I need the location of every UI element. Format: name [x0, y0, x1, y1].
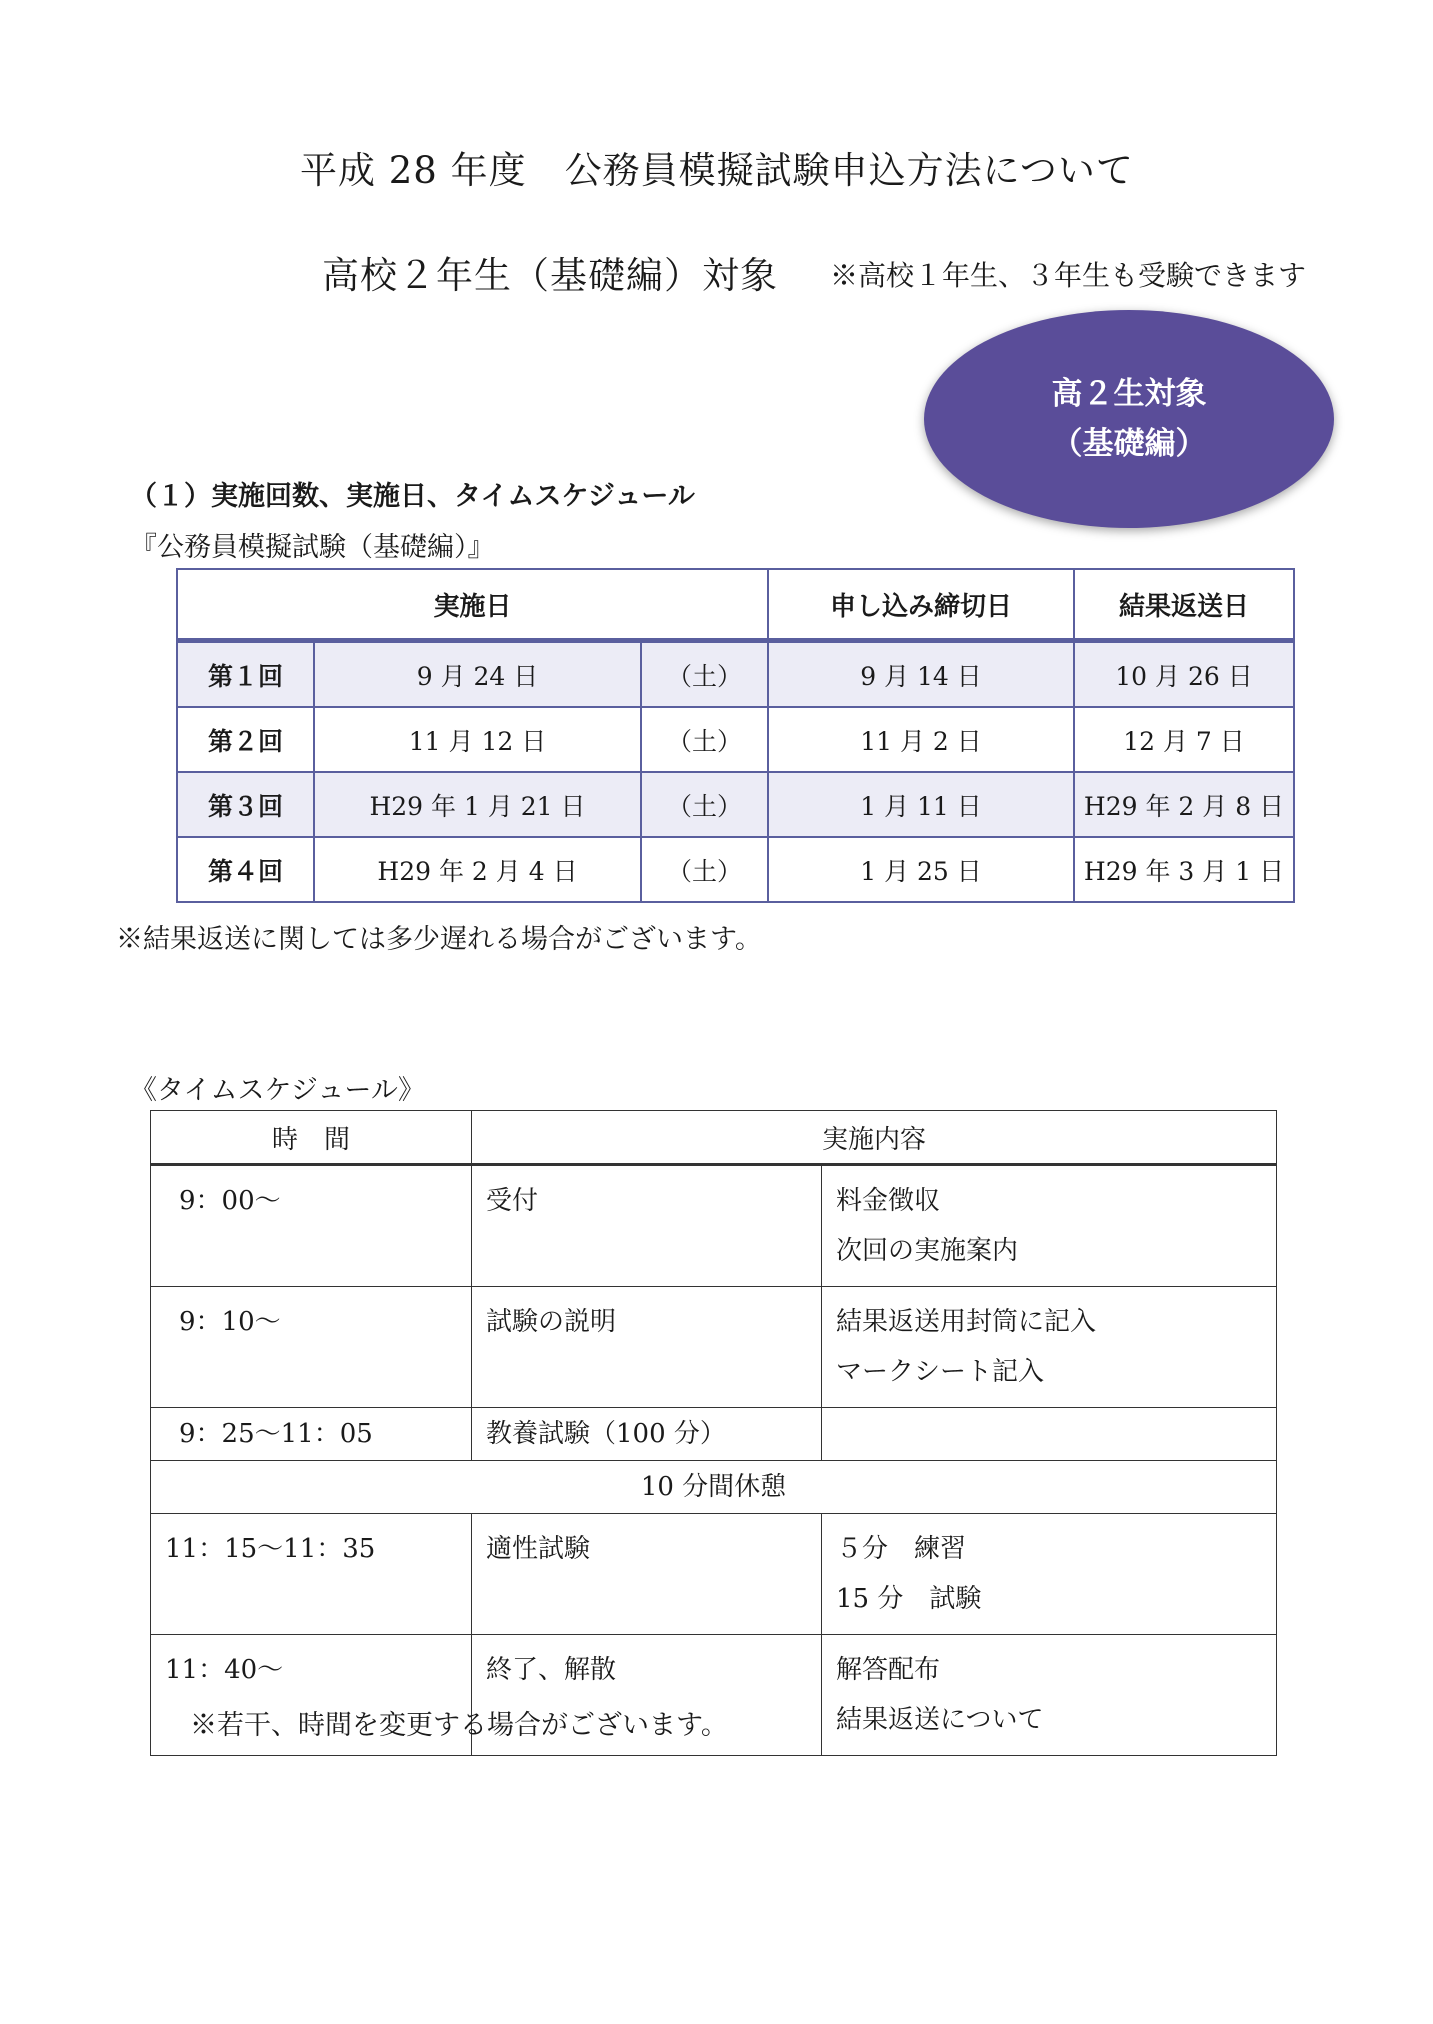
weekday: （土）	[641, 707, 768, 772]
schedule-note: ※若干、時間を変更する場合がございます。	[190, 1710, 728, 1741]
detail-line: 結果返送用封筒に記入	[836, 1307, 1097, 1337]
activity-details	[822, 1408, 1277, 1461]
activity-details	[822, 1635, 1277, 1756]
detail-line: ５分 練習	[836, 1534, 967, 1564]
table-row	[151, 1514, 1277, 1635]
exam-dates-table	[176, 568, 1295, 903]
result-note: ※結果返送に関しては多少遅れる場合がございます。	[116, 924, 762, 955]
activity: 教養試験（100 分）	[472, 1408, 822, 1461]
table-row	[177, 837, 1294, 902]
weekday: （土）	[641, 772, 768, 837]
time: 9：00～	[151, 1165, 472, 1287]
table-row	[151, 1165, 1277, 1287]
badge-line-1: 高２生対象	[1051, 376, 1207, 412]
round-label: 第３回	[177, 772, 314, 837]
detail-line: 15 分 試験	[836, 1584, 982, 1614]
deadline: 1 月 11 日	[768, 772, 1074, 837]
table-row	[151, 1408, 1277, 1461]
subtitle-note: ※高校１年生、３年生も受験できます	[830, 259, 1307, 292]
exam-date: H29 年 2 月 4 日	[314, 837, 641, 902]
weekday: （土）	[641, 641, 768, 708]
header-content: 実施内容	[472, 1111, 1277, 1165]
break-row: 10 分間休憩	[151, 1461, 1277, 1514]
detail-line: 次回の実施案内	[836, 1236, 1019, 1266]
schedule-heading: 《タイムスケジュール》	[130, 1075, 425, 1106]
deadline: 1 月 25 日	[768, 837, 1074, 902]
document-subtitle: 高校２年生（基礎編）対象	[322, 254, 778, 297]
deadline: 11 月 2 日	[768, 707, 1074, 772]
activity: 受付	[472, 1165, 822, 1287]
time: 9：10～	[151, 1287, 472, 1408]
activity: 試験の説明	[472, 1287, 822, 1408]
table-row	[177, 641, 1294, 708]
deadline: 9 月 14 日	[768, 641, 1074, 708]
round-label: 第１回	[177, 641, 314, 708]
table-row	[151, 1287, 1277, 1408]
round-label: 第２回	[177, 707, 314, 772]
detail-line: マークシート記入	[836, 1357, 1045, 1387]
time: 9：25～11：05	[151, 1408, 472, 1461]
detail-line: 料金徴収	[836, 1186, 941, 1216]
table-row	[151, 1461, 1277, 1514]
header-time: 時 間	[151, 1111, 472, 1165]
table-row	[177, 772, 1294, 837]
table-header-row	[177, 569, 1294, 641]
exam-date: 9 月 24 日	[314, 641, 641, 708]
activity: 適性試験	[472, 1514, 822, 1635]
activity-details	[822, 1165, 1277, 1287]
result-date: H29 年 3 月 1 日	[1074, 837, 1294, 902]
time: 11：15～11：35	[151, 1514, 472, 1635]
time: 11：40～	[151, 1635, 472, 1756]
result-date: H29 年 2 月 8 日	[1074, 772, 1294, 837]
activity-details	[822, 1514, 1277, 1635]
table-row	[177, 707, 1294, 772]
time-schedule-table	[150, 1110, 1277, 1756]
header-result-date: 結果返送日	[1074, 569, 1294, 641]
detail-line: 結果返送について	[836, 1705, 1044, 1735]
exam-date: 11 月 12 日	[314, 707, 641, 772]
section-heading: （１）実施回数、実施日、タイムスケジュール	[130, 481, 695, 512]
activity: 終了、解散	[472, 1635, 822, 1756]
badge-line-2: （基礎編）	[1051, 426, 1207, 462]
round-label: 第４回	[177, 837, 314, 902]
weekday: （土）	[641, 837, 768, 902]
result-date: 12 月 7 日	[1074, 707, 1294, 772]
exam-date: H29 年 1 月 21 日	[314, 772, 641, 837]
header-exam-date: 実施日	[177, 569, 768, 641]
document-title: 平成 28 年度 公務員模擬試験申込方法について	[300, 149, 1134, 192]
target-badge	[924, 310, 1334, 528]
header-deadline: 申し込み締切日	[768, 569, 1074, 641]
detail-line: 解答配布	[836, 1655, 941, 1685]
result-date: 10 月 26 日	[1074, 641, 1294, 708]
table-header-row	[151, 1111, 1277, 1165]
activity-details	[822, 1287, 1277, 1408]
section-subheading: 『公務員模擬試験（基礎編）』	[130, 532, 495, 563]
